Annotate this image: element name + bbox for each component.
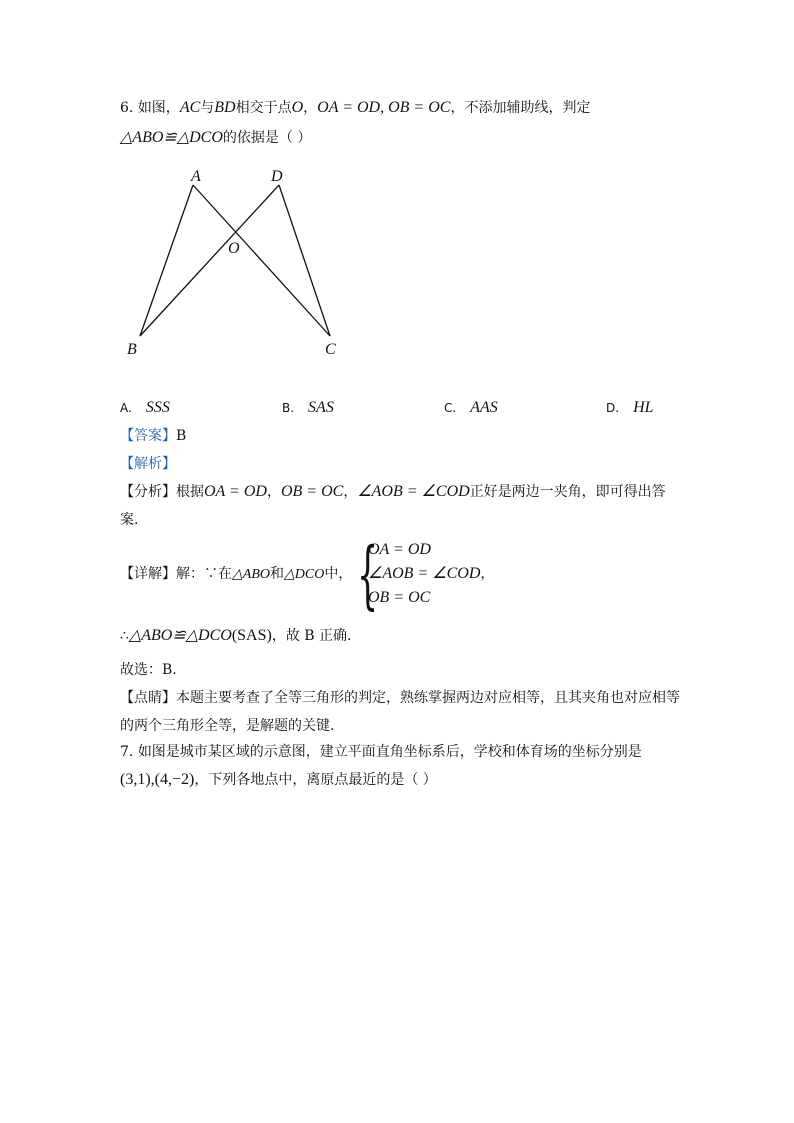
label-a: A <box>191 168 201 185</box>
conclusion-sas: (SAS) <box>231 627 272 644</box>
xiangjie-tri1: △ABO <box>232 567 270 582</box>
conclusion-rest: ，故 B 正确. <box>271 628 352 644</box>
q6-text-intro: 如图， <box>137 100 180 116</box>
system-eq3-text: OB = OC <box>368 589 431 606</box>
dianjing-line2 <box>120 716 334 736</box>
xiangjie-t1: 解：∵在 <box>176 566 232 582</box>
system-eq3 <box>368 588 430 608</box>
option-c <box>444 399 498 417</box>
q6-congruence: △ABO≌△DCO <box>120 129 223 146</box>
label-o: O <box>228 240 240 257</box>
dianjing-line1 <box>120 688 680 708</box>
q6-text-rest: ，不添加辅助线，判定 <box>450 100 591 116</box>
conclusion-congruence: △ABO≌△DCO <box>128 627 232 644</box>
option-a-letter: A. <box>120 401 132 415</box>
q6-text-with: 与 <box>200 100 215 116</box>
dianjing-t2: 的两个三角形全等，是解题的关键. <box>120 718 335 734</box>
q6-segment-bd: BD <box>214 99 236 116</box>
q6-number: 6. <box>120 100 134 116</box>
q6-line2 <box>120 128 311 148</box>
xiangjie-line <box>120 564 352 585</box>
option-d <box>606 399 654 417</box>
jiexi-tag: 【解析】 <box>120 456 176 472</box>
answer-tag: 【答案】 <box>120 428 176 444</box>
option-b <box>282 399 334 417</box>
q6-line1 <box>120 98 590 118</box>
q7-number: 7. <box>120 744 134 760</box>
q6-text-intersect: 相交于点 <box>235 100 292 116</box>
fenxi-t1: 根据 <box>176 484 204 500</box>
guxuan-line <box>120 660 177 680</box>
system-eq1 <box>368 540 431 560</box>
dianjing-t1: 本题主要考查了全等三角形的判定，熟练掌握两边对应相等，且其夹角也对应相等 <box>176 690 680 706</box>
fenxi-line1 <box>120 482 666 502</box>
xiangjie-he: 和 <box>269 566 284 582</box>
fenxi-tag: 【分析】 <box>120 484 176 500</box>
fenxi-eq1: OA = OD <box>204 483 267 500</box>
fenxi-eq3: ∠AOB = ∠COD <box>357 483 470 500</box>
geometry-figure <box>120 160 360 370</box>
option-b-value: SAS <box>308 399 334 416</box>
segment-ac <box>193 185 330 336</box>
system-eq2 <box>368 564 494 584</box>
xiangjie-tri2: △DCO <box>283 567 325 582</box>
option-c-value: AAS <box>470 399 498 416</box>
dianjing-tag: 【点睛】 <box>120 690 176 706</box>
conclusion-line <box>120 626 351 646</box>
label-c: C <box>325 341 336 358</box>
q7-line1 <box>120 742 642 762</box>
fenxi-t4: 正好是两边一夹角，即可得出答 <box>469 484 666 500</box>
option-c-letter: C. <box>444 401 457 415</box>
option-a <box>120 399 170 417</box>
xiangjie-zhong: 中， <box>324 566 353 582</box>
q6-segment-ac: AC <box>179 99 201 116</box>
segment-db <box>140 185 279 336</box>
q6-condition: OA = OD, OB = OC <box>317 99 451 116</box>
label-b: B <box>127 341 137 358</box>
q6-comma: ， <box>303 100 318 116</box>
q7-t2: ，下列各地点中，离原点最近的是（ ） <box>194 772 437 788</box>
system-end-comma: ， <box>480 566 495 582</box>
system-brace: { <box>357 532 379 618</box>
q6-question-end: 的依据是（ ） <box>222 130 312 146</box>
answer-line <box>120 426 186 446</box>
fenxi-t5: 案. <box>120 512 139 528</box>
option-d-letter: D. <box>606 401 620 415</box>
q7-line2 <box>120 770 437 790</box>
fenxi-t3: ， <box>343 484 358 500</box>
fenxi-t2: ， <box>266 484 281 500</box>
option-b-letter: B. <box>282 401 295 415</box>
q6-point-o: O <box>291 99 304 116</box>
answer-value: B <box>176 428 187 444</box>
option-d-value: HL <box>633 399 654 416</box>
therefore-symbol: ∴ <box>120 628 129 644</box>
system-eq2-text: ∠AOB = ∠COD <box>368 565 481 582</box>
segment-ab <box>140 185 193 336</box>
segment-dc <box>279 185 330 336</box>
xiangjie-tag: 【详解】 <box>120 566 176 582</box>
q7-t1: 如图是城市某区域的示意图，建立平面直角坐标系后，学校和体育场的坐标分别是 <box>137 744 642 760</box>
system-eq1-text: OA = OD <box>368 541 431 558</box>
label-d: D <box>271 168 283 185</box>
jiexi-line <box>120 454 176 474</box>
option-a-value: SSS <box>145 399 170 416</box>
guxuan-text: 故选：B. <box>120 662 177 678</box>
fenxi-line2 <box>120 510 138 530</box>
fenxi-eq2: OB = OC <box>280 483 344 500</box>
q7-coords: (3,1),(4,−2) <box>120 771 195 788</box>
